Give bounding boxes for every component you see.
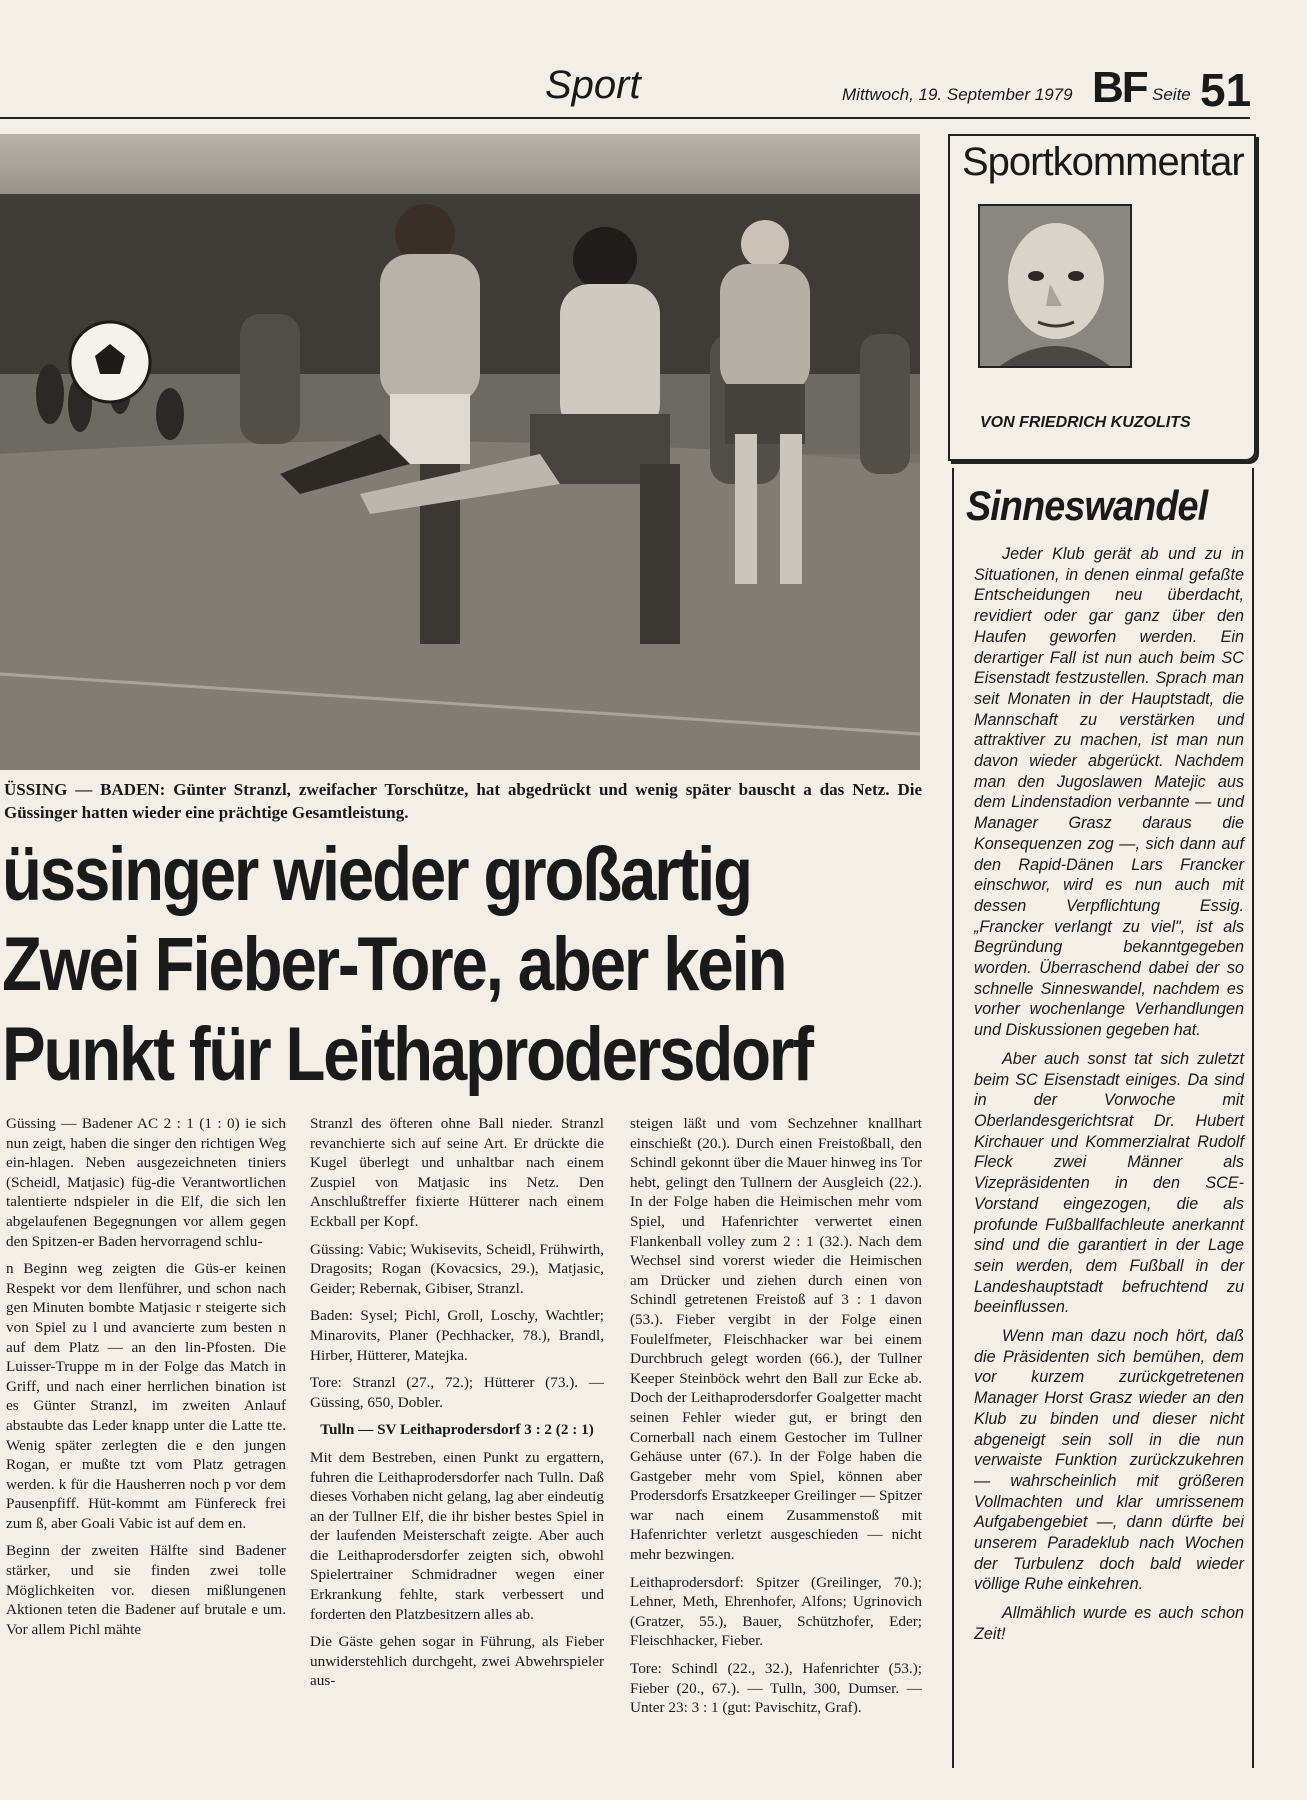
goals-guessing: Tore: Stranzl (27., 72.); Hütterer (73.). — Güssing, 650, Dobler. bbox=[310, 1374, 604, 1411]
commentary-paragraph: Jeder Klub gerät ab und zu in Situationen, in denen einmal gefaßte Entscheidungen neu überdacht, revidiert oder gar ganz über den Haufen geworfen werden. Ein derartiger Fall ist nun auch beim SC Eisenstadt festzustellen. Sprach man seit Monaten in der Hauptstadt, die Mannschaft zu verstärken und attraktiver zu machen, ist man nun davon wieder abgerückt. Nachdem man den Jugoslawen Matejic aus dem Lindenstadion verbannte — und Manager Grasz daraus die Konsequenzen zog —, sich dann auf den Rapid-Dänen Lars Francker einschwor, wird es nun auch mit dessen Verpflichtung Essig. „Francker verlangt zu viel", ist als Begründung bekanntgegeben worden. Überraschend dabei der so schnelle Sinneswandel, nachdem es vorher wochenlange Verhandlungen und Diskussionen gegeben hat. bbox=[974, 545, 1244, 1040]
article-column-3 bbox=[630, 1114, 922, 1726]
commentary-body bbox=[974, 544, 1244, 1653]
article-paragraph: n Beginn weg zeigten die Güs-er keinen Respekt vor dem llenführer, und schon nach gen Minuten bombte Matjasic r steigerte sich von Spiel zu l und avancierte zum besten n auf dem Platz — an den lin-Pfosten. Die Luisser-Truppe m in der Folge das Match in Griff, und nach einer herrlichen bination ist es Günter Stranzl, im zweiten Anlauf abstaubte das Leder knapp unter die Latte tte. Wenig später zerlegten die e den jungen Rogan, er mußte tzt vom Platz getragen werden. k für die Hausherren noch p vor dem Pausenpfiff. Hüt-kommt am Fünfereck frei zum ß, aber Goali Vabic ist auf dem en. bbox=[6, 1260, 286, 1532]
page-header bbox=[0, 55, 1250, 119]
sportkommentar-box bbox=[948, 134, 1256, 461]
article-paragraph: Die Gäste gehen sogar in Führung, als Fieber unwiderstehlich durchgeht, zwei Abwehrspieler aus- bbox=[310, 1633, 604, 1690]
page-label: Seite bbox=[1152, 85, 1191, 104]
article-column-2 bbox=[310, 1114, 604, 1699]
article-paragraph: Mit dem Bestreben, einen Punkt zu ergattern, fuhren die Leithaprodersdorfer nach Tulln. Daß dieses Vorhaben nicht gelang, lag aber eindeutig an der Tullner Elf, die ihr bisher bestes Spiel in der laufenden Meisterschaft zeigte. Aber auch die Leithaprodersdorfer zeigten sich, obwohl Spielertrainer Schmidradner wegen einer Erkrankung fehlte, stark verbessert und forderten den Platzbesitzern alles ab. bbox=[310, 1448, 604, 1623]
commentary-column bbox=[952, 468, 1254, 1768]
page-number: 51 bbox=[1200, 64, 1252, 116]
lineup-baden: Baden: Sysel; Pichl, Groll, Loschy, Wachtler; Minarovits, Planer (Pechhacker, 78.), Brandl, Hirber, Hütterer, Matejka. bbox=[310, 1307, 604, 1364]
article-paragraph: Güssing — Badener AC 2 : 1 (1 : 0) ie sich nun zeigt, haben die singer den richtigen Weg ein-hlagen. Neben ausgezeichneten tiniers (Scheidl, Matjasic) füg-die Verantwortlichen talentierte ndspieler in die Elf, die sich len abgelaufenen Begegnungen vor allem gegen den Spitzen-er Baden hervorragend schlu- bbox=[6, 1115, 286, 1250]
author-name: VON FRIEDRICH KUZOLITS bbox=[980, 414, 1191, 431]
headline-line-3: Punkt für Leithaprodersdorf bbox=[2, 1012, 812, 1097]
issue-date: Mittwoch, 19. September 1979 bbox=[842, 85, 1073, 104]
match-photo bbox=[0, 134, 920, 770]
match-subheading: Tulln — SV Leithaprodersdorf 3 : 2 (2 : 1) bbox=[320, 1421, 594, 1439]
newspaper-logo: BF bbox=[1092, 63, 1147, 112]
article-paragraph: Stranzl des öfteren ohne Ball nieder. Stranzl revanchierte sich auf seine Art. Er drückte die Kugel überlegt und unhaltbar nach einem Zuspiel von Matjasic ins Netz. Den Anschlußtreffer fixierte Hütterer nach einem Eckball per Kopf. bbox=[310, 1115, 604, 1230]
article-column-1 bbox=[6, 1114, 286, 1647]
lineup-guessing: Güssing: Vabic; Wukisevits, Scheidl, Frühwirth, Dragosits; Rogan (Kovacsics, 29.), Matjasic, Geider; Rebernak, Gibiser, Stranzl. bbox=[310, 1240, 604, 1297]
commentary-heading: Sinneswandel bbox=[966, 482, 1208, 529]
commentary-paragraph: Wenn man dazu noch hört, daß die Präsidenten sich bemühen, dem vor kurzem zurückgetretenen Manager Horst Grasz wieder an den Klub zu binden und dieser nicht abgeneigt sein soll in die nun verwaiste Funktion zurückzukehren — wahrscheinlich mit größeren Vollmachten und klar umrissenem Aufgabengebiet —, dann dürfte bei unserem Paradeklub nach Wochen der Turbulenz doch bald wieder völlige Ruhe einkehren. bbox=[974, 1327, 1244, 1594]
headline-line-2: Zwei Fieber-Tore, aber kein bbox=[2, 922, 786, 1007]
commentary-paragraph: Allmählich wurde es auch schon Zeit! bbox=[974, 1604, 1244, 1643]
sportkommentar-title: Sportkommentar bbox=[962, 140, 1244, 184]
article-paragraph: steigen läßt und vom Sechzehner knallhart einschießt (20.). Durch einen Freistoßball, den Schindl gekonnt über die Mauer hinweg ins Tor hebt, gelingt den Tullnern der Ausgleich (22.). In der Folge haben die Heimischen mehr vom Spiel, und Hafenrichter verwertet einen Flankenball volley zum 2 : 1 (32.). Nach dem Wechsel sind vorerst wieder die Heimischen am Drücker und ziehen durch einen von Schindl getretenen Freistoß auf 3 : 1 davon (53.). Fieber vergibt in der Folge einen Foulelfmeter, Fleischhacker war bei einem Durchbruch gelegt worden (66.), der Tullner Keeper Steinböck wehrt den Ball zur Ecke ab. Doch der Leithaprodersdorfer Goalgetter macht seinen Fehler wieder gut, er bringt den Cornerball nach einem Gestocher im Tullner Gehäuse unter (67.). In der Folge haben die Gastgeber mehr vom Spiel, können aber Prodersdorfs Ersatzkeeper Greilinger — Spitzer war nach einem Zusammenstoß mit Hafenrichter verletzt ausgeschieden — nicht mehr bezwingen. bbox=[630, 1115, 922, 1564]
commentary-paragraph: Aber auch sonst tat sich zuletzt beim SC Eisenstadt einiges. Da sind in der Vorwoche mit Oberlandesgerichtsrat Dr. Hubert Kirchauer und Kommerzialrat Rudolf Fleck zwei Männer als Vizepräsidenten in den SCE-Vorstand eingezogen, die als profunde Fußballfachleute anerkannt sind und die garantiert in der Lage sein werden, dem Fußball in der Landeshauptstadt befruchtend zu beeinflussen. bbox=[974, 1049, 1244, 1317]
section-title: Sport bbox=[545, 63, 641, 107]
article-paragraph: Beginn der zweiten Hälfte sind Badener stärker, und sie finden zwei tolle Möglichkeiten vor. diesen mißlungenen Aktionen teten die Badener auf brutale e um. Vor allem Pichl mähte bbox=[6, 1542, 286, 1638]
author-portrait bbox=[978, 204, 1132, 368]
headline-line-1: üssinger wieder großartig bbox=[2, 832, 751, 917]
goals-tulln: Tore: Schindl (22., 32.), Hafenrichter (53.); Fieber (20., 67.). — Tulln, 300, Dumser. — Unter 23: 3 : 1 (gut: Pavischitz, Graf). bbox=[630, 1660, 922, 1717]
lineup-leithaprodersdorf: Leithaprodersdorf: Spitzer (Greilinger, 70.); Lehner, Meth, Ehrenhofer, Alfons; Ugrinovich (Gratzer, 55.), Bauer, Schützhofer, Eder; Fleischhacker, Fieber. bbox=[630, 1573, 922, 1650]
photo-caption: ÜSSING — BADEN: Günter Stranzl, zweifacher Torschütze, hat abgedrückt und wenig später bauscht a das Netz. Die Güssinger hatten wieder eine prächtige Gesamtleistung. bbox=[4, 780, 922, 822]
